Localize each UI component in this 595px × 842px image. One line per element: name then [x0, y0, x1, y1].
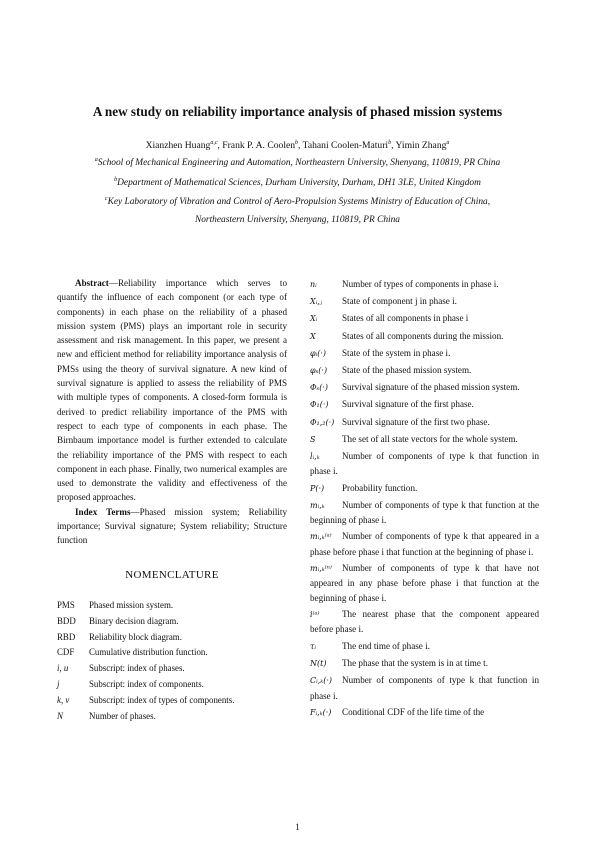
- nomenclature-entry: [57, 709, 287, 725]
- nomenclature-definition: Number of components of type k that have not appeared in any phase before phase i that function at the beginning of phase i.: [310, 563, 539, 603]
- nomenclature-definition: Cumulative distribution function.: [89, 647, 208, 658]
- affiliation: [0, 157, 595, 168]
- nomenclature-definition: Binary decision diagram.: [89, 615, 179, 626]
- nomenclature-heading: NOMENCLATURE: [125, 568, 219, 581]
- nomenclature-definition: The set of all state vectors for the whole system.: [342, 433, 518, 444]
- nomenclature-entry: [57, 614, 287, 630]
- nomenclature-symbol: i⁽ᵃ⁾: [310, 610, 320, 620]
- nomenclature-definition: Survival signature of the first phase.: [342, 399, 474, 410]
- nomenclature-definition: Subscript: index of types of components.: [89, 694, 235, 705]
- nomenclature-entry: [310, 607, 539, 637]
- index-terms-text: Phased mission system; Reliability importance; Survival signature; System reliability; Structure function: [57, 506, 288, 546]
- nomenclature-entry: [57, 677, 287, 693]
- affiliation-text: Key Laboratory of Vibration and Control of Aero-Propulsion Systems Ministry of Education of China,: [107, 197, 491, 208]
- nomenclature-definition: Survival signature of the phased mission system.: [342, 382, 520, 393]
- affiliation-mark: c: [104, 196, 108, 202]
- nomenclature-symbol: lᵢ,ₖ: [310, 452, 320, 462]
- nomenclature-symbol: i, u: [57, 663, 69, 674]
- nomenclature-entry: [310, 311, 539, 326]
- nomenclature-definition: State of component j in phase i.: [342, 296, 457, 307]
- nomenclature-definition: Number of types of components in phase i.: [342, 279, 499, 289]
- nomenclature-entry: [310, 294, 539, 309]
- nomenclature-symbol: N(t): [310, 658, 327, 668]
- nomenclature-entry: [310, 380, 539, 395]
- nomenclature-definition: The nearest phase that the component appeared before phase i.: [310, 609, 539, 635]
- nomenclature-entry: [310, 449, 539, 479]
- nomenclature-symbol: Φ₁(·): [310, 400, 329, 410]
- author-separator: ,: [217, 140, 223, 152]
- nomenclature-symbol: Cᵢ,ₖ(·): [310, 676, 332, 686]
- nomenclature-symbol: mᵢ,ₖ: [310, 500, 325, 510]
- affiliation-mark: a: [94, 157, 98, 163]
- nomenclature-entry: [310, 673, 539, 703]
- nomenclature-entry: [310, 639, 539, 654]
- nomenclature-definition: Number of components of type k that function in phase i.: [310, 451, 539, 477]
- nomenclature-symbol: k, v: [57, 694, 70, 705]
- nomenclature-symbol: S: [310, 434, 316, 444]
- nomenclature-list-right: [310, 277, 539, 722]
- author-affiliation-mark: a: [446, 140, 450, 146]
- nomenclature-entry: [310, 432, 539, 447]
- nomenclature-symbol: nᵢ: [310, 280, 317, 289]
- nomenclature-symbol: φₛ(·): [310, 366, 328, 376]
- affiliation: [0, 196, 595, 207]
- author-separator: ,: [298, 140, 303, 152]
- author-separator: ,: [391, 140, 396, 152]
- nomenclature-definition: Number of components of type k that function at the beginning of phase i.: [310, 499, 539, 526]
- nomenclature-entry: [57, 598, 287, 614]
- author-affiliation-mark: b: [295, 140, 299, 146]
- affiliation-text: Department of Mathematical Sciences, Durham University, Durham, DH1 3LE, United Kingdom: [117, 178, 481, 189]
- nomenclature-entry: [57, 630, 287, 646]
- abstract-label: Abstract: [75, 278, 109, 288]
- nomenclature-definition: Probability function.: [342, 482, 418, 493]
- nomenclature-definition: Number of components of type k that function in phase i.: [310, 675, 539, 701]
- page-number: 1: [295, 822, 300, 832]
- nomenclature-symbol: RBD: [57, 631, 76, 642]
- affiliation: [0, 177, 595, 188]
- nomenclature-entry: [310, 481, 539, 496]
- nomenclature-symbol: mᵢ,ₖ⁽ⁿ⁾: [310, 564, 332, 574]
- nomenclature-entry: [310, 277, 539, 292]
- nomenclature-symbol: τᵢ: [310, 641, 317, 651]
- nomenclature-definition: Number of phases.: [89, 710, 156, 721]
- nomenclature-definition: Subscript: index of components.: [89, 678, 204, 689]
- author-affiliation-mark: a,c: [210, 140, 218, 146]
- nomenclature-symbol: X: [310, 331, 316, 341]
- nomenclature-definition: Reliability block diagram.: [89, 631, 182, 642]
- author-affiliation-mark: b: [388, 140, 392, 146]
- nomenclature-definition: Phased mission system.: [89, 599, 174, 610]
- nomenclature-entry: [310, 705, 539, 720]
- affiliation-text: Northeastern University, Shenyang, 110819, PR China: [194, 215, 400, 226]
- affiliation: [0, 214, 595, 225]
- nomenclature-symbol: PMS: [57, 599, 75, 610]
- nomenclature-entry: [310, 656, 539, 671]
- nomenclature-symbol: Φₛ(·): [310, 383, 329, 393]
- author-name: Tahani Coolen-Maturi: [302, 140, 389, 152]
- nomenclature-entry: [310, 363, 539, 378]
- author-list: [0, 140, 595, 151]
- nomenclature-symbol: P(·): [310, 483, 325, 493]
- author-name: Xianzhen Huang: [145, 140, 211, 152]
- nomenclature-entry: [310, 561, 539, 605]
- nomenclature-symbol: φᵢ(·): [310, 348, 326, 358]
- nomenclature-entry: [57, 693, 287, 709]
- nomenclature-symbol: BDD: [57, 615, 76, 626]
- nomenclature-definition: State of the system in phase i.: [342, 347, 451, 358]
- nomenclature-definition: Survival signature of the first two phase.: [342, 416, 490, 427]
- nomenclature-definition: Subscript: index of phases.: [89, 663, 185, 674]
- nomenclature-symbol: Xᵢ,ⱼ: [310, 297, 322, 307]
- index-terms-label: Index Terms: [75, 506, 131, 517]
- nomenclature-definition: States of all components in phase i: [342, 313, 469, 324]
- abstract: Abstract—Reliability importance which serves to quantify the influence of each component (or each type of components) in each phase on the reliability of a phased mission system (PMS) plays an important role in security assessment and risk management. In this paper, we present a new and efficient method for reliability importance analysis of PMSs using the theory of survival signature. A new kind of survival signature is applied to assess the reliability of PMS with multiple types of components. A closed-form formula is derived to predict reliability importance of the PMS with respect to each type of components in each phase. The Birnbaum importance model is further extended to calculate the reliability importance of the PMS with respect to each component in each phase. Finally, two numerical examples are used to demonstrate the validity and effectiveness of the proposed approaches.: [57, 278, 287, 503]
- nomenclature-definition: Conditional CDF of the life time of the: [342, 706, 485, 717]
- nomenclature-entry: [310, 498, 539, 528]
- nomenclature-symbol: CDF: [57, 647, 75, 658]
- nomenclature-entry: [310, 529, 539, 559]
- nomenclature-list-left: [57, 598, 287, 724]
- nomenclature-symbol: N: [57, 710, 63, 721]
- nomenclature-symbol: Xᵢ: [310, 314, 318, 324]
- author-name: Yimin Zhang: [395, 140, 447, 152]
- nomenclature-entry: [57, 661, 287, 677]
- nomenclature-entry: [310, 329, 539, 344]
- left-column: [57, 276, 287, 724]
- nomenclature-definition: The end time of phase i.: [342, 640, 430, 651]
- nomenclature-definition: States of all components during the mission.: [342, 330, 504, 341]
- abstract-text: Reliability importance which serves to quantify the influence of each component (or each type of components) in each phase on the reliability of a phased mission system (PMS) plays an important role in security assessment and risk management. In this paper, we present a new and efficient method for reliability importance analysis of PMSs using the theory of survival signature. A new kind of survival signature is applied to assess the reliability of PMS with multiple types of components. A closed-form formula is derived to predict reliability importance of the PMS with respect to each type of components in each phase. The Birnbaum importance model is further extended to calculate the reliability importance of the PMS with respect to each component in each phase. Finally, two numerical examples are used to demonstrate the validity and effectiveness of the proposed approaches.: [57, 278, 287, 503]
- author-name: Frank P. A. Coolen: [222, 140, 296, 152]
- nomenclature-entry: [310, 346, 539, 361]
- nomenclature-definition: Number of components of type k that appeared in a phase before phase i that function at the beginning of phase i.: [310, 531, 539, 557]
- paper-title: A new study on reliability importance analysis of phased mission systems: [92, 104, 503, 119]
- affiliation-text: School of Mechanical Engineering and Automation, Northeastern University, Shenyang, 110819, PR China: [97, 158, 501, 169]
- nomenclature-symbol: Φ₁,₂(·): [310, 417, 335, 427]
- nomenclature-symbol: j: [57, 678, 60, 689]
- nomenclature-definition: The phase that the system is in at time t.: [342, 657, 488, 668]
- affiliation-mark: b: [114, 177, 118, 183]
- nomenclature-entry: [310, 397, 539, 412]
- nomenclature-symbol: mᵢ,ₖ⁽ᵃ⁾: [310, 532, 332, 542]
- index-terms: Index Terms—Phased mission system; Reliability importance; Survival signature; System reliability; Structure function: [57, 506, 288, 546]
- nomenclature-entry: [57, 645, 287, 661]
- nomenclature-definition: State of the phased mission system.: [342, 365, 472, 376]
- nomenclature-symbol: Fᵢ,ₖ(·): [310, 707, 332, 717]
- nomenclature-entry: [310, 415, 539, 430]
